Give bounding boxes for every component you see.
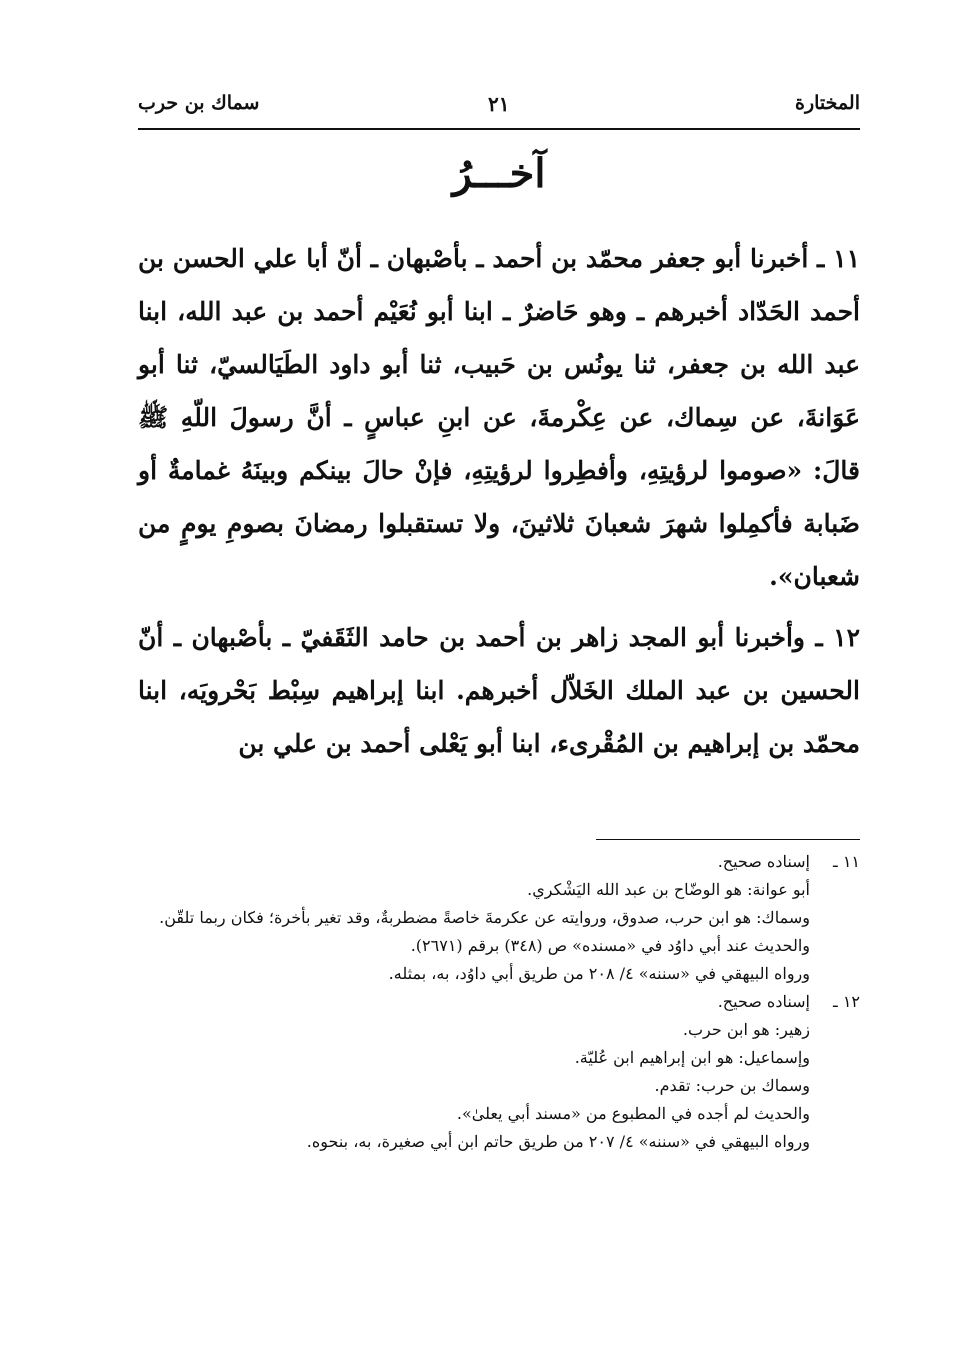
chapter-heading: آخـــرُ [452, 150, 546, 197]
section-title: سماك بن حرب [138, 92, 260, 114]
footnote-line: أبو عوانة: هو الوضّاح بن عبد الله اليَشْكري. [527, 880, 810, 899]
footnote-line: وسماك: هو ابن حرب، صدوق، وروايته عن عكرمةَ خاصةً مضطربةٌ، وقد تغير بأخرة؛ فكان ربما تلقّن. [159, 908, 810, 927]
hadith-11: ١١ ـ أخبرنا أبو جعفر محمّد بن أحمد ـ بأصْبهان ـ أنّ أبا علي الحسن بن أحمد الحَدّاد أخبرهم ـ وهو حَاضرٌ ـ ابنا أبو نُعَيْم أحمد بن عبد الله، ابنا عبد الله بن جعفر، ثنا يونُس بن حَبيب، ثنا أبو داود الطَيَالسيّ، ثنا أبو عَوَانةَ، عن سِماك، عن عِكْرمةَ، عن ابنِ عباسٍ ـ أنَّ رسولَ اللّهِ ﷺ قالَ: «صوموا لرؤيتِهِ، وأفطِروا لرؤيتِهِ، فإنْ حالَ بينكم وبينَهُ غمامةٌ أو ضَبابة فأكمِلوا شهرَ شعبانَ ثلاثينَ، ولا تستقبلوا رمضانَ بصومِ يومٍ من شعبان». [138, 244, 860, 591]
footnote-line: زهير: هو ابن حرب. [682, 1020, 810, 1039]
footnote-line: إسناده صحيح. [717, 852, 810, 871]
footnote-line: ورواه البيهقي في «سننه» ٤/ ٢٠٨ من طريق أبي داوُد، به، بمثله. [388, 964, 810, 983]
main-text [138, 232, 860, 778]
footnote-line: والحديث لم أجده في المطبوع من «مسند أبي يعلىٰ». [456, 1104, 810, 1123]
footnote-line: ورواه البيهقي في «سننه» ٤/ ٢٠٧ من طريق حاتم ابن أبي صغيرة، به، بنحوه. [306, 1132, 810, 1151]
header-rule [138, 128, 860, 130]
footnote-rule [596, 839, 860, 840]
book-title: المختارة [795, 92, 860, 114]
hadith-12: ١٢ ـ وأخبرنا أبو المجد زاهر بن أحمد بن حامد الثَقَفيّ ـ بأصْبهان ـ أنّ الحسين بن عبد الملك الخَلاّل أخبرهم. ابنا إبراهيم سِبْط بَحْرويَه، ابنا محمّد بن إبراهيم بن المُقْرىء، ابنا أبو يَعْلى أحمد بن علي بن [138, 623, 860, 758]
footnote-line: إسناده صحيح. [717, 992, 810, 1011]
footnotes [138, 848, 860, 1156]
page-number: ٢١ [488, 92, 510, 116]
footnote-line: والحديث عند أبي داوُد في «مسنده» ص (٣٤٨) برقم (٢٦٧١). [410, 936, 810, 955]
footnote-number: ١٢ ـ [833, 992, 860, 1011]
footnote-12 [138, 988, 860, 1156]
running-header [138, 92, 860, 126]
footnote-line: وسماك بن حرب: تقدم. [654, 1076, 810, 1095]
footnote-line: وإسماعيل: هو ابن إبراهيم ابن عُليّة. [574, 1048, 810, 1067]
footnote-number: ١١ ـ [833, 852, 860, 871]
footnote-11 [138, 848, 860, 988]
